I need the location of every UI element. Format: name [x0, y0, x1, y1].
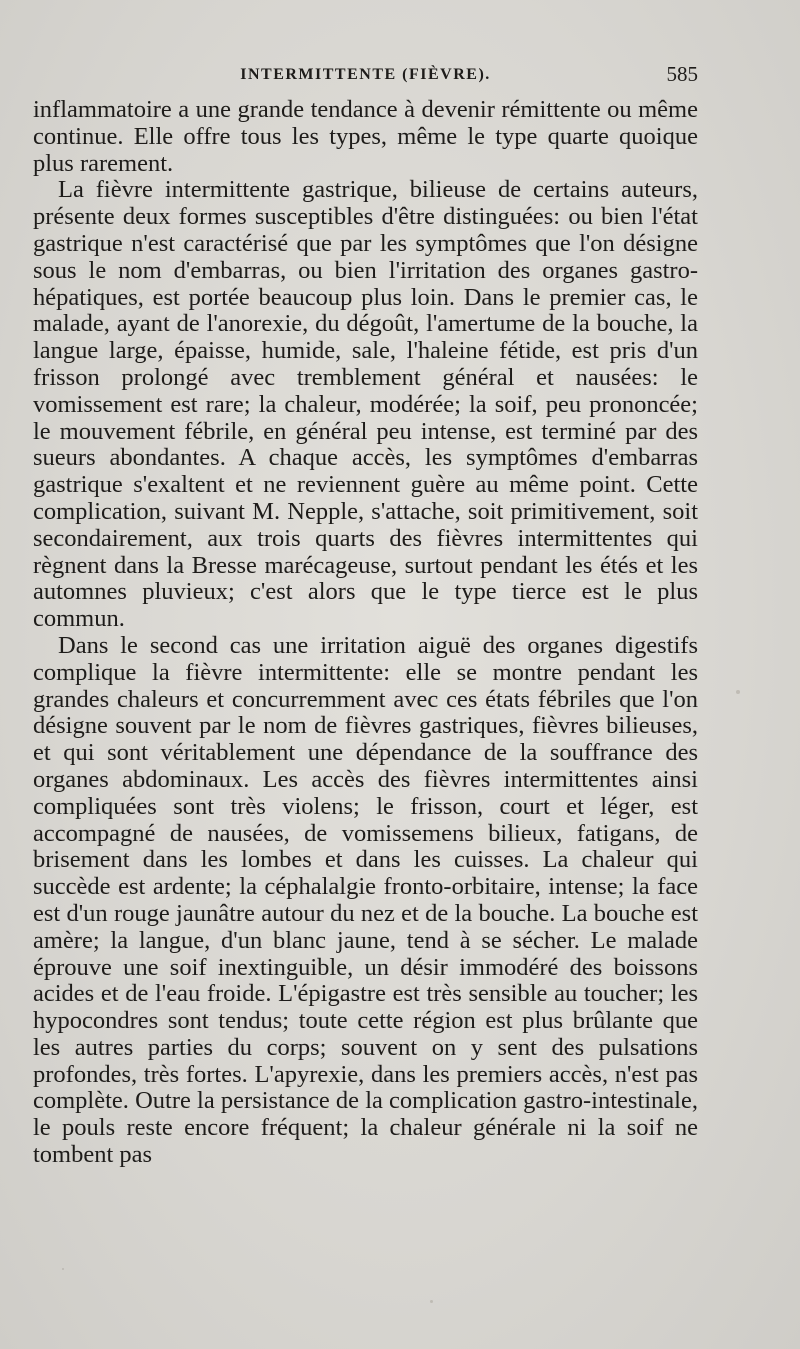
- paragraph-second-case: Dans le second cas une irritation aiguë des organes digestifs complique la fièvre intermittente: elle se montre pendant les grandes chaleurs et concurremment avec ces états fébriles que l'on désigne souvent par le nom de fièvres gastriques, fièvres bilieuses, et qui sont véritablement une dépendance de la souffrance des organes abdominaux. Les accès des fièvres intermittentes ainsi compliquées sont très violens; le frisson, court et léger, est accompagné de nausées, de vomissemens bilieux, fatigans, de brisement dans les lombes et dans les cuisses. La chaleur qui succède est ardente; la céphalalgie fronto-orbitaire, intense; la face est d'un rouge jaunâtre autour du nez et de la bouche. La bouche est amère; la langue, d'un blanc jaune, tend à se sécher. Le malade éprouve une soif inextinguible, un désir immodéré des boissons acides et de l'eau froide. L'épigastre est très sensible au toucher; les hypocondres sont tendus; toute cette région est plus brûlante que les autres parties du corps; souvent on y sent des pulsations profondes, très fortes. L'apyrexie, dans les premiers accès, n'est pas complète. Outre la persistance de la complication gastro-intestinale, le pouls reste encore fréquent; la chaleur générale ni la soif ne tombent pas: [33, 631, 698, 1169]
- body-text: [33, 97, 698, 1169]
- paper-speck: [736, 690, 740, 694]
- running-title: INTERMITTENTE (FIÈVRE).: [240, 66, 491, 83]
- paper-speck: [430, 1300, 433, 1303]
- paragraph-continued: inflammatoire a une grande tendance à devenir rémittente ou même continue. Elle offre tous les types, même le type quarte quoique plus rarement.: [33, 96, 698, 177]
- page-header: [33, 62, 698, 92]
- page-number: 585: [666, 62, 698, 86]
- paper-speck: [62, 1268, 64, 1270]
- paragraph-gastric-fever: La fièvre intermittente gastrique, bilieuse de certains auteurs, présente deux formes susceptibles d'être distinguées: ou bien l'état gastrique n'est caractérisé que par les symptômes que l'on désigne sous le nom d'embarras, ou bien l'irritation des organes gastro-hépatiques, est portée beaucoup plus loin. Dans le premier cas, le malade, ayant de l'anorexie, du dégoût, l'amertume de la bouche, la langue large, épaisse, humide, sale, l'haleine fétide, est pris d'un frisson prolongé avec tremblement général et nausées: le vomissement est rare; la chaleur, modérée; la soif, peu prononcée; le mouvement fébrile, en général peu intense, est terminé par des sueurs abondantes. A chaque accès, les symptômes d'embarras gastrique s'exaltent et ne reviennent guère au même point. Cette complication, suivant M. Nepple, s'attache, soit primitivement, soit secondairement, aux trois quarts des fièvres intermittentes qui règnent dans la Bresse marécageuse, surtout pendant les étés et les automnes pluvieux; c'est alors que le type tierce est le plus commun.: [33, 176, 698, 633]
